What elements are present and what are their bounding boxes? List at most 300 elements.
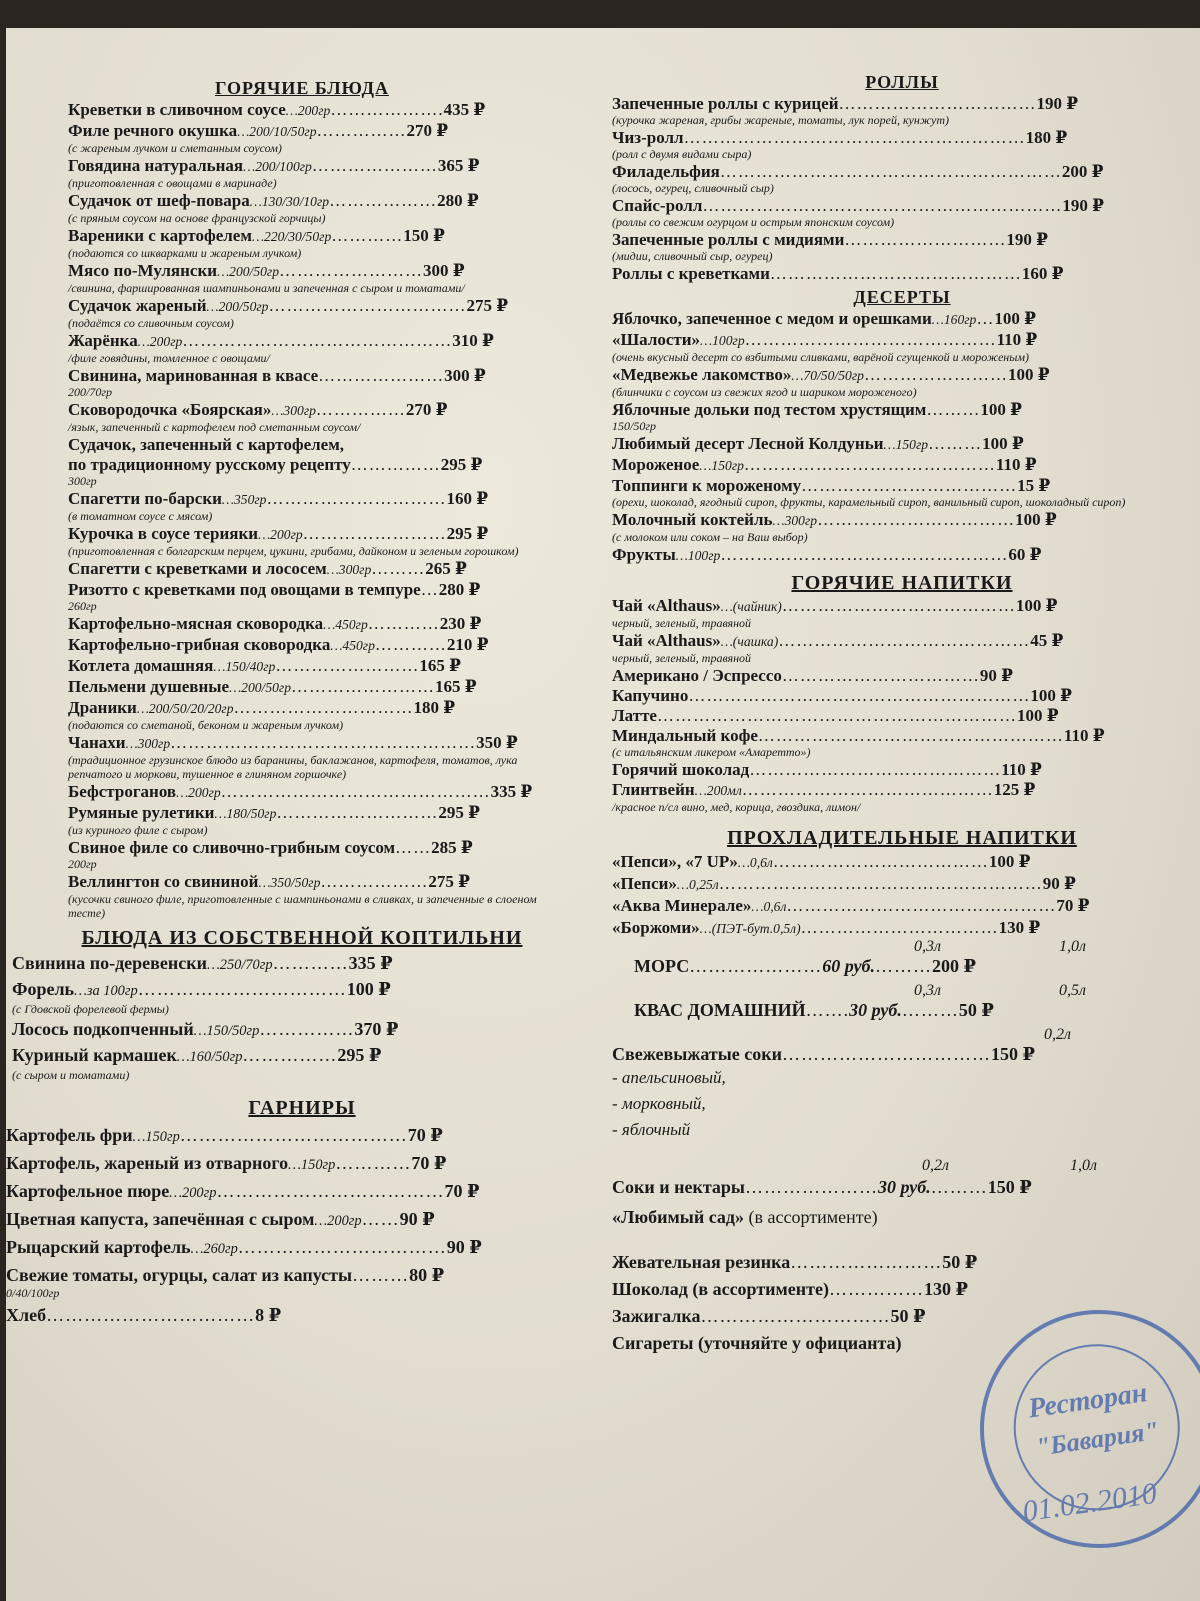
item-name: Веллингтон со свининой	[68, 872, 259, 891]
item-dots: …………………………………………	[720, 545, 1009, 564]
item-weight: …200/10/50гр	[237, 124, 317, 139]
item-note: черный, зеленый, травяной	[612, 616, 752, 630]
item-price: 190 ₽	[1006, 230, 1049, 249]
misc-price: 130 ₽	[924, 1279, 969, 1299]
item-weight: …(чайник)	[720, 599, 782, 614]
item-weight: …200гр	[258, 527, 303, 542]
menu-item	[604, 780, 1200, 800]
item-name: Латте	[612, 706, 657, 725]
item-note: (традиционное грузинское блюдо из баранины, баклажанов, картофеля, томатов, лука репчатого и моркови, тушенное в глиняном горшочке)	[68, 753, 518, 781]
menu-item	[604, 760, 1200, 779]
menu-item	[604, 196, 1200, 215]
item-dots: ………………………………	[801, 476, 1018, 495]
item-price: 110 ₽	[996, 330, 1038, 349]
item-dots: ……………	[350, 455, 441, 474]
item-name: Миндальный кофе	[612, 726, 758, 745]
item-weight: …220/30/50гр	[251, 229, 332, 244]
menu-item	[604, 162, 1200, 181]
item-price: 275 ₽	[466, 296, 509, 315]
nectar-dots2: ………	[930, 1177, 988, 1197]
misc-dots: ……………	[829, 1279, 924, 1299]
item-dots: ………	[928, 434, 983, 453]
menu-item	[6, 489, 598, 509]
item-weight: …200гр	[169, 1185, 217, 1201]
item-name: Креветки в сливочном соусе	[68, 100, 286, 119]
misc-item	[604, 1252, 1200, 1273]
item-weight: …150/40гр	[213, 659, 276, 674]
item-price: 280 ₽	[437, 191, 479, 210]
menu-item	[6, 1305, 598, 1326]
item-name: по традиционному русскому рецепту	[68, 455, 351, 474]
menu-item	[604, 128, 1200, 147]
nectar-dots: …………………	[744, 1177, 878, 1197]
item-dots: …………………………………………………	[719, 162, 1062, 181]
item-note: 0/40/100гр	[6, 1286, 60, 1300]
item-price: 295 ₽	[440, 455, 483, 474]
item-name: Цветная капуста, запечённая с сыром	[6, 1209, 315, 1229]
item-dots: ……	[361, 1209, 400, 1229]
nectar-volume-small: 0,2л	[922, 1157, 949, 1174]
menu-item	[604, 596, 1200, 616]
item-name: Глинтвейн	[612, 780, 695, 799]
nectar-volume-large: 1,0л	[1070, 1157, 1097, 1174]
item-price: 285 ₽	[431, 838, 473, 857]
misc-name: Сигареты (уточняйте у официанта)	[612, 1333, 902, 1353]
item-dots: ……………………	[291, 677, 436, 696]
nectar-price-large: 150 ₽	[987, 1177, 1032, 1197]
item-weight: …350/50гр	[258, 875, 321, 890]
item-name: Мороженое	[612, 455, 700, 474]
menu-item	[6, 803, 598, 823]
menu-item	[6, 559, 598, 579]
item-weight: …160/50гр	[176, 1049, 243, 1065]
item-dots: ……………………	[279, 261, 424, 280]
stamp-date: 01.02.2010	[1020, 1476, 1159, 1529]
menu-item	[6, 1265, 598, 1286]
item-note: 300гр	[68, 474, 97, 488]
item-name: Капучино	[612, 686, 689, 705]
item-name: Бефстроганов	[68, 782, 177, 801]
kvas-price-small: 30 руб.	[849, 1000, 902, 1020]
item-dots: ……………	[259, 1019, 355, 1039]
menu-item	[6, 156, 598, 176]
misc-dots: …………………………	[700, 1306, 891, 1326]
item-weight: …150гр	[132, 1129, 180, 1145]
item-price: 60 ₽	[1008, 545, 1042, 564]
menu-item	[6, 953, 598, 976]
item-name: Свинина по-деревенски	[12, 953, 207, 973]
item-price: 100 ₽	[980, 400, 1022, 419]
item-dots: ……………	[316, 121, 407, 140]
item-name: Любимый десерт Лесной Колдуньи	[612, 434, 884, 453]
item-dots: ……………………………	[137, 979, 347, 999]
item-name: Ризотто с креветками под овощами в темпуре	[68, 580, 421, 599]
item-name: Жарёнка	[68, 331, 138, 350]
item-name: Форель	[12, 979, 75, 999]
item-name: Яблочные дольки под тестом хрустящим	[612, 400, 927, 419]
item-price: 110 ₽	[1063, 726, 1105, 745]
item-name: Вареники с картофелем	[68, 226, 252, 245]
menu-item	[604, 264, 1200, 283]
menu-item	[6, 677, 598, 697]
item-price: 110 ₽	[995, 455, 1037, 474]
item-name: Спайс-ролл	[612, 196, 703, 215]
mors-name: МОРС	[634, 956, 690, 976]
item-weight: …130/30/10гр	[249, 194, 330, 209]
misc-price: 50 ₽	[942, 1252, 978, 1272]
item-note: (подаются со шкварками и жареным лучком)	[68, 246, 302, 260]
item-name: «Пепси»	[612, 874, 677, 893]
mors-volume-small: 0,3л	[914, 938, 941, 955]
menu-item	[604, 434, 1200, 454]
juice-price: 150 ₽	[991, 1044, 1036, 1064]
item-name: Сковородочка «Боярская»	[68, 400, 272, 419]
item-name: Судачок, запеченный с картофелем,	[68, 435, 345, 454]
item-weight: …200/100гр	[243, 159, 312, 174]
kvas-block	[604, 982, 1200, 1026]
juice-row	[604, 1044, 1200, 1065]
item-note: (с сыром и томатами)	[12, 1068, 130, 1082]
menu-item	[6, 261, 598, 281]
item-dots: ……………………………………	[769, 264, 1022, 283]
item-price: 90 ₽	[979, 666, 1013, 685]
menu-item	[6, 580, 598, 599]
item-name: Куриный кармашек	[12, 1045, 177, 1065]
mors-price-large: 200 ₽	[931, 956, 976, 976]
item-weight: …200мл	[694, 783, 742, 798]
item-dots: ………………………………………	[182, 331, 453, 350]
mors-price-small: 60 руб.	[822, 956, 875, 976]
item-weight: …300гр	[326, 562, 372, 577]
item-price: 210 ₽	[446, 635, 489, 654]
item-price: 165 ₽	[419, 656, 461, 675]
item-dots: ………	[371, 559, 426, 578]
item-weight: …70/50/50гр	[791, 368, 864, 383]
menu-item	[6, 400, 598, 420]
menu-item	[6, 1125, 598, 1148]
item-weight: …180/50гр	[214, 806, 277, 821]
menu-item	[6, 614, 598, 634]
menu-item	[6, 331, 598, 351]
item-dots: ……………………………	[800, 918, 999, 937]
item-dots: …………	[367, 614, 440, 633]
nectar-block	[604, 1157, 1200, 1205]
item-weight: …150/50гр	[193, 1023, 260, 1039]
menu-item	[604, 545, 1200, 565]
mors-volume-large: 1,0л	[1059, 938, 1086, 955]
kvas-price-large: 50 ₽	[958, 1000, 994, 1020]
item-name: Курочка в соусе терияки	[68, 524, 259, 543]
item-note: /красное п/сл вино, мед, корица, гвоздика, лимон/	[612, 800, 861, 814]
menu-item	[6, 455, 598, 474]
item-name: Свежие томаты, огурцы, салат из капусты	[6, 1265, 353, 1285]
menu-item	[6, 782, 598, 802]
item-name: Лосось подкопченный	[12, 1019, 194, 1039]
item-name: Судачок жареный	[68, 296, 207, 315]
item-price: 45 ₽	[1030, 631, 1064, 650]
item-weight: …300гр	[125, 736, 171, 751]
item-note: /филе говядины, томленное с овощами/	[68, 351, 270, 365]
item-price: 295 ₽	[337, 1045, 382, 1065]
item-name: Говядина натуральная	[68, 156, 244, 175]
item-dots: ……………	[242, 1045, 338, 1065]
item-price: 90 ₽	[446, 1237, 482, 1257]
item-weight: …200/50гр	[229, 680, 292, 695]
item-note: (с Гдовской форелевой фермы)	[12, 1002, 169, 1016]
item-weight: …200/50/20/20гр	[136, 701, 234, 716]
item-price: 70 ₽	[444, 1181, 480, 1201]
item-dots: ……………………………………	[749, 760, 1002, 779]
item-dots: …………	[374, 635, 447, 654]
menu-item	[6, 698, 598, 718]
item-dots: ……………………………………………………	[656, 706, 1017, 725]
item-name: Запеченные роллы с мидиями	[612, 230, 845, 249]
item-dots: ……………………………	[268, 296, 467, 315]
item-name: Мясо по-Мулянски	[68, 261, 218, 280]
item-note: 200/70гр	[68, 385, 113, 399]
item-price: 200 ₽	[1061, 162, 1104, 181]
item-name: «Аква Минерале»	[612, 896, 752, 915]
item-name: Яблочко, запеченное с медом и орешками	[612, 309, 932, 328]
item-dots: ………………………………………	[786, 896, 1057, 915]
item-note: 150/50гр	[612, 419, 657, 433]
item-dots: ……………………………………………	[170, 733, 477, 752]
item-price: 370 ₽	[354, 1019, 399, 1039]
item-note: (в томатном соусе с мясом)	[68, 509, 213, 523]
menu-item	[604, 365, 1200, 385]
section-title: БЛЮДА ИЗ СОБСТВЕННОЙ КОПТИЛЬНИ	[81, 927, 523, 949]
menu-item	[604, 309, 1200, 329]
section-title: ПРОХЛАДИТЕЛЬНЫЕ НАПИТКИ	[727, 827, 1077, 849]
item-weight: …300гр	[271, 403, 316, 418]
item-note: (приготовленная с болгарским перцем, цукини, грибами, дайконом и зеленым горошком)	[68, 544, 519, 558]
menu-item	[604, 874, 1200, 894]
item-dots: ………………………………………………	[718, 874, 1043, 893]
item-dots: ……………………………………	[744, 330, 997, 349]
item-note: (блинчики с соусом из свежих ягод и шариком мороженого)	[612, 385, 917, 399]
item-dots: …………………………………………………	[683, 128, 1026, 147]
menu-item	[604, 726, 1200, 745]
item-dots: …………………………………………………	[688, 686, 1031, 705]
mors-dots: …………………	[689, 956, 823, 976]
item-price: 100 ₽	[994, 309, 1036, 328]
item-price: 270 ₽	[405, 400, 448, 419]
kvas-dots: …….	[805, 1000, 850, 1020]
item-price: 90 ₽	[399, 1209, 435, 1229]
item-dots: …………………………	[266, 489, 447, 508]
item-dots: ………………………	[844, 230, 1007, 249]
item-weight: …200гр	[285, 103, 331, 118]
item-name: Чиз-ролл	[612, 128, 684, 147]
item-weight: …0,25л	[676, 877, 719, 892]
menu-item	[604, 706, 1200, 725]
mors-row	[634, 956, 976, 977]
item-weight: …0,6л	[751, 899, 787, 914]
item-price: 295 ₽	[438, 803, 480, 822]
item-name: «Медвежье лакомство»	[612, 365, 792, 384]
menu-item	[604, 918, 1200, 938]
item-name: Хлеб	[6, 1305, 47, 1325]
item-name: Рыцарский картофель	[6, 1237, 191, 1257]
item-price: 110 ₽	[1001, 760, 1042, 779]
menu-item	[6, 524, 598, 544]
item-dots: …	[976, 309, 995, 328]
garden-name: «Любимый сад»	[612, 1207, 745, 1227]
item-price: 280 ₽	[438, 580, 481, 599]
menu-item	[604, 455, 1200, 475]
item-weight: …350гр	[221, 492, 267, 507]
item-weight: …100гр	[700, 333, 745, 348]
juice-kind: - морковный,	[612, 1094, 706, 1113]
item-price: 15 ₽	[1017, 476, 1051, 495]
item-weight: …(ПЭТ-бут.0,5л)	[699, 921, 801, 936]
item-note: (ролл с двумя видами сыра)	[612, 147, 752, 161]
item-price: 160 ₽	[1021, 264, 1064, 283]
item-name: Филе речного окушка	[68, 121, 238, 140]
item-price: 165 ₽	[435, 677, 477, 696]
kvas-volume-large: 0,5л	[1059, 982, 1086, 999]
stamp-name: Ресторан	[1026, 1377, 1150, 1425]
right-column	[604, 28, 1200, 1354]
item-name: Картофельно-мясная сковородка	[68, 614, 324, 633]
item-weight: …200/50гр	[217, 264, 280, 279]
item-price: 70 ₽	[411, 1153, 447, 1173]
menu-item	[604, 510, 1200, 530]
item-weight: …300гр	[772, 513, 818, 528]
item-dots: ………………………	[276, 803, 439, 822]
item-price: 310 ₽	[452, 331, 494, 350]
misc-name: Жевательная резинка	[612, 1252, 791, 1272]
item-price: 100 ₽	[1015, 596, 1058, 615]
item-price: 180 ₽	[413, 698, 456, 717]
item-note: (подаются со сметаной, беконом и жареным лучком)	[68, 718, 344, 732]
item-note: (очень вкусный десерт со взбитыми сливками, варёной сгущенкой и мороженым)	[612, 350, 1030, 364]
item-dots: ………………………………	[179, 1125, 408, 1145]
menu-item	[604, 852, 1200, 872]
item-dots: ………………	[329, 191, 438, 210]
item-name: Судачок от шеф-повара	[68, 191, 250, 210]
item-note: (лосось, огурец, сливочный сыр)	[612, 181, 774, 195]
section-title: ГОРЯЧИЕ НАПИТКИ	[791, 572, 1013, 594]
menu-item	[6, 1019, 598, 1042]
item-price: 8 ₽	[255, 1305, 282, 1325]
item-weight: …(чашка)	[720, 634, 779, 649]
item-price: 100 ₽	[982, 434, 1024, 453]
item-dots: …………………	[318, 366, 445, 385]
section-title: ГАРНИРЫ	[248, 1097, 356, 1119]
item-dots: ………	[926, 400, 981, 419]
item-weight: …450гр	[323, 617, 368, 632]
item-price: 100 ₽	[346, 979, 391, 999]
juice-kind: - яблочный	[612, 1120, 691, 1139]
section-title: ДЕСЕРТЫ	[853, 287, 951, 307]
item-price: 435 ₽	[443, 100, 486, 119]
item-dots: ……………………………………………	[757, 726, 1064, 745]
item-note: черный, зеленый, травяной	[612, 651, 752, 665]
item-name: Чай «Althaus»	[612, 596, 721, 615]
menu-item	[604, 686, 1200, 705]
item-dots: ………………	[320, 872, 429, 891]
menu-item	[604, 631, 1200, 651]
nectar-name: Соки и нектары	[612, 1177, 745, 1197]
item-note: (с жареным лучком и сметанным соусом)	[68, 141, 282, 155]
item-dots: ……………………………	[46, 1305, 256, 1325]
item-weight: …450гр	[330, 638, 375, 653]
menu-item	[6, 435, 598, 454]
item-price: 125 ₽	[993, 780, 1036, 799]
item-name: Горячий шоколад	[612, 760, 750, 779]
menu-item	[6, 838, 598, 857]
item-price: 300 ₽	[444, 366, 486, 385]
item-note: 200гр	[68, 857, 97, 871]
mors-block	[604, 938, 1200, 982]
item-note: (подаётся со сливочным соусом)	[68, 316, 234, 330]
menu-item	[604, 230, 1200, 249]
item-price: 80 ₽	[409, 1265, 445, 1285]
misc-item	[604, 1279, 1200, 1300]
item-note: (из куриного филе с сыром)	[68, 823, 208, 837]
item-dots: …………	[272, 953, 349, 973]
item-note: (с молоком или соком – на Ваш выбор)	[612, 530, 808, 544]
item-weight: …200гр	[176, 785, 221, 800]
item-note: (приготовленная с овощами в маринаде)	[68, 176, 277, 190]
item-note: 260гр	[68, 599, 97, 613]
left-column	[6, 28, 598, 1326]
item-dots: …	[420, 580, 439, 599]
item-weight: …200гр	[314, 1213, 362, 1229]
kvas-row	[634, 1000, 994, 1021]
item-price: 70 ₽	[1056, 896, 1090, 915]
menu-item	[6, 296, 598, 316]
item-price: 335 ₽	[490, 782, 533, 801]
item-price: 230 ₽	[439, 614, 482, 633]
nectar-row	[612, 1177, 1032, 1198]
item-dots: …………	[331, 226, 404, 245]
item-price: 100 ₽	[1030, 686, 1072, 705]
item-name: Роллы с креветками	[612, 264, 770, 283]
item-price: 160 ₽	[446, 489, 489, 508]
item-dots: ……………………………………	[741, 780, 994, 799]
item-name: Молочный коктейль	[612, 510, 773, 529]
menu-item	[6, 191, 598, 211]
item-dots: ……………………	[863, 365, 1008, 384]
item-name: Свиное филе со сливочно-грибным соусом	[68, 838, 396, 857]
item-name: Фрукты	[612, 545, 676, 564]
menu-item	[6, 979, 598, 1002]
menu-item	[6, 1153, 598, 1176]
item-weight: …250/70гр	[206, 957, 273, 973]
menu-item	[6, 121, 598, 141]
item-dots: ………………………………………	[220, 782, 491, 801]
item-note: (курочка жареная, грибы жареные, томаты, лук порей, кунжут)	[612, 113, 949, 127]
item-weight: …за 100гр	[74, 983, 138, 999]
item-dots: ……………	[315, 400, 406, 419]
item-price: 265 ₽	[425, 559, 467, 578]
item-name: Спагетти по-барски	[68, 489, 222, 508]
item-name: Драники	[68, 698, 137, 717]
item-price: 350 ₽	[476, 733, 518, 752]
item-name: Чай «Althaus»	[612, 631, 721, 650]
item-dots: …………………………………	[781, 596, 1016, 615]
menu-item	[604, 896, 1200, 916]
item-price: 130 ₽	[998, 918, 1041, 937]
menu-item	[6, 1181, 598, 1204]
menu-item	[604, 330, 1200, 350]
item-price: 365 ₽	[437, 156, 480, 175]
menu-item	[604, 94, 1200, 113]
item-note: /свинина, фаршированная шампиньонами и запеченная с сыром и томатами/	[68, 281, 465, 295]
item-dots: ……………………………	[781, 666, 980, 685]
